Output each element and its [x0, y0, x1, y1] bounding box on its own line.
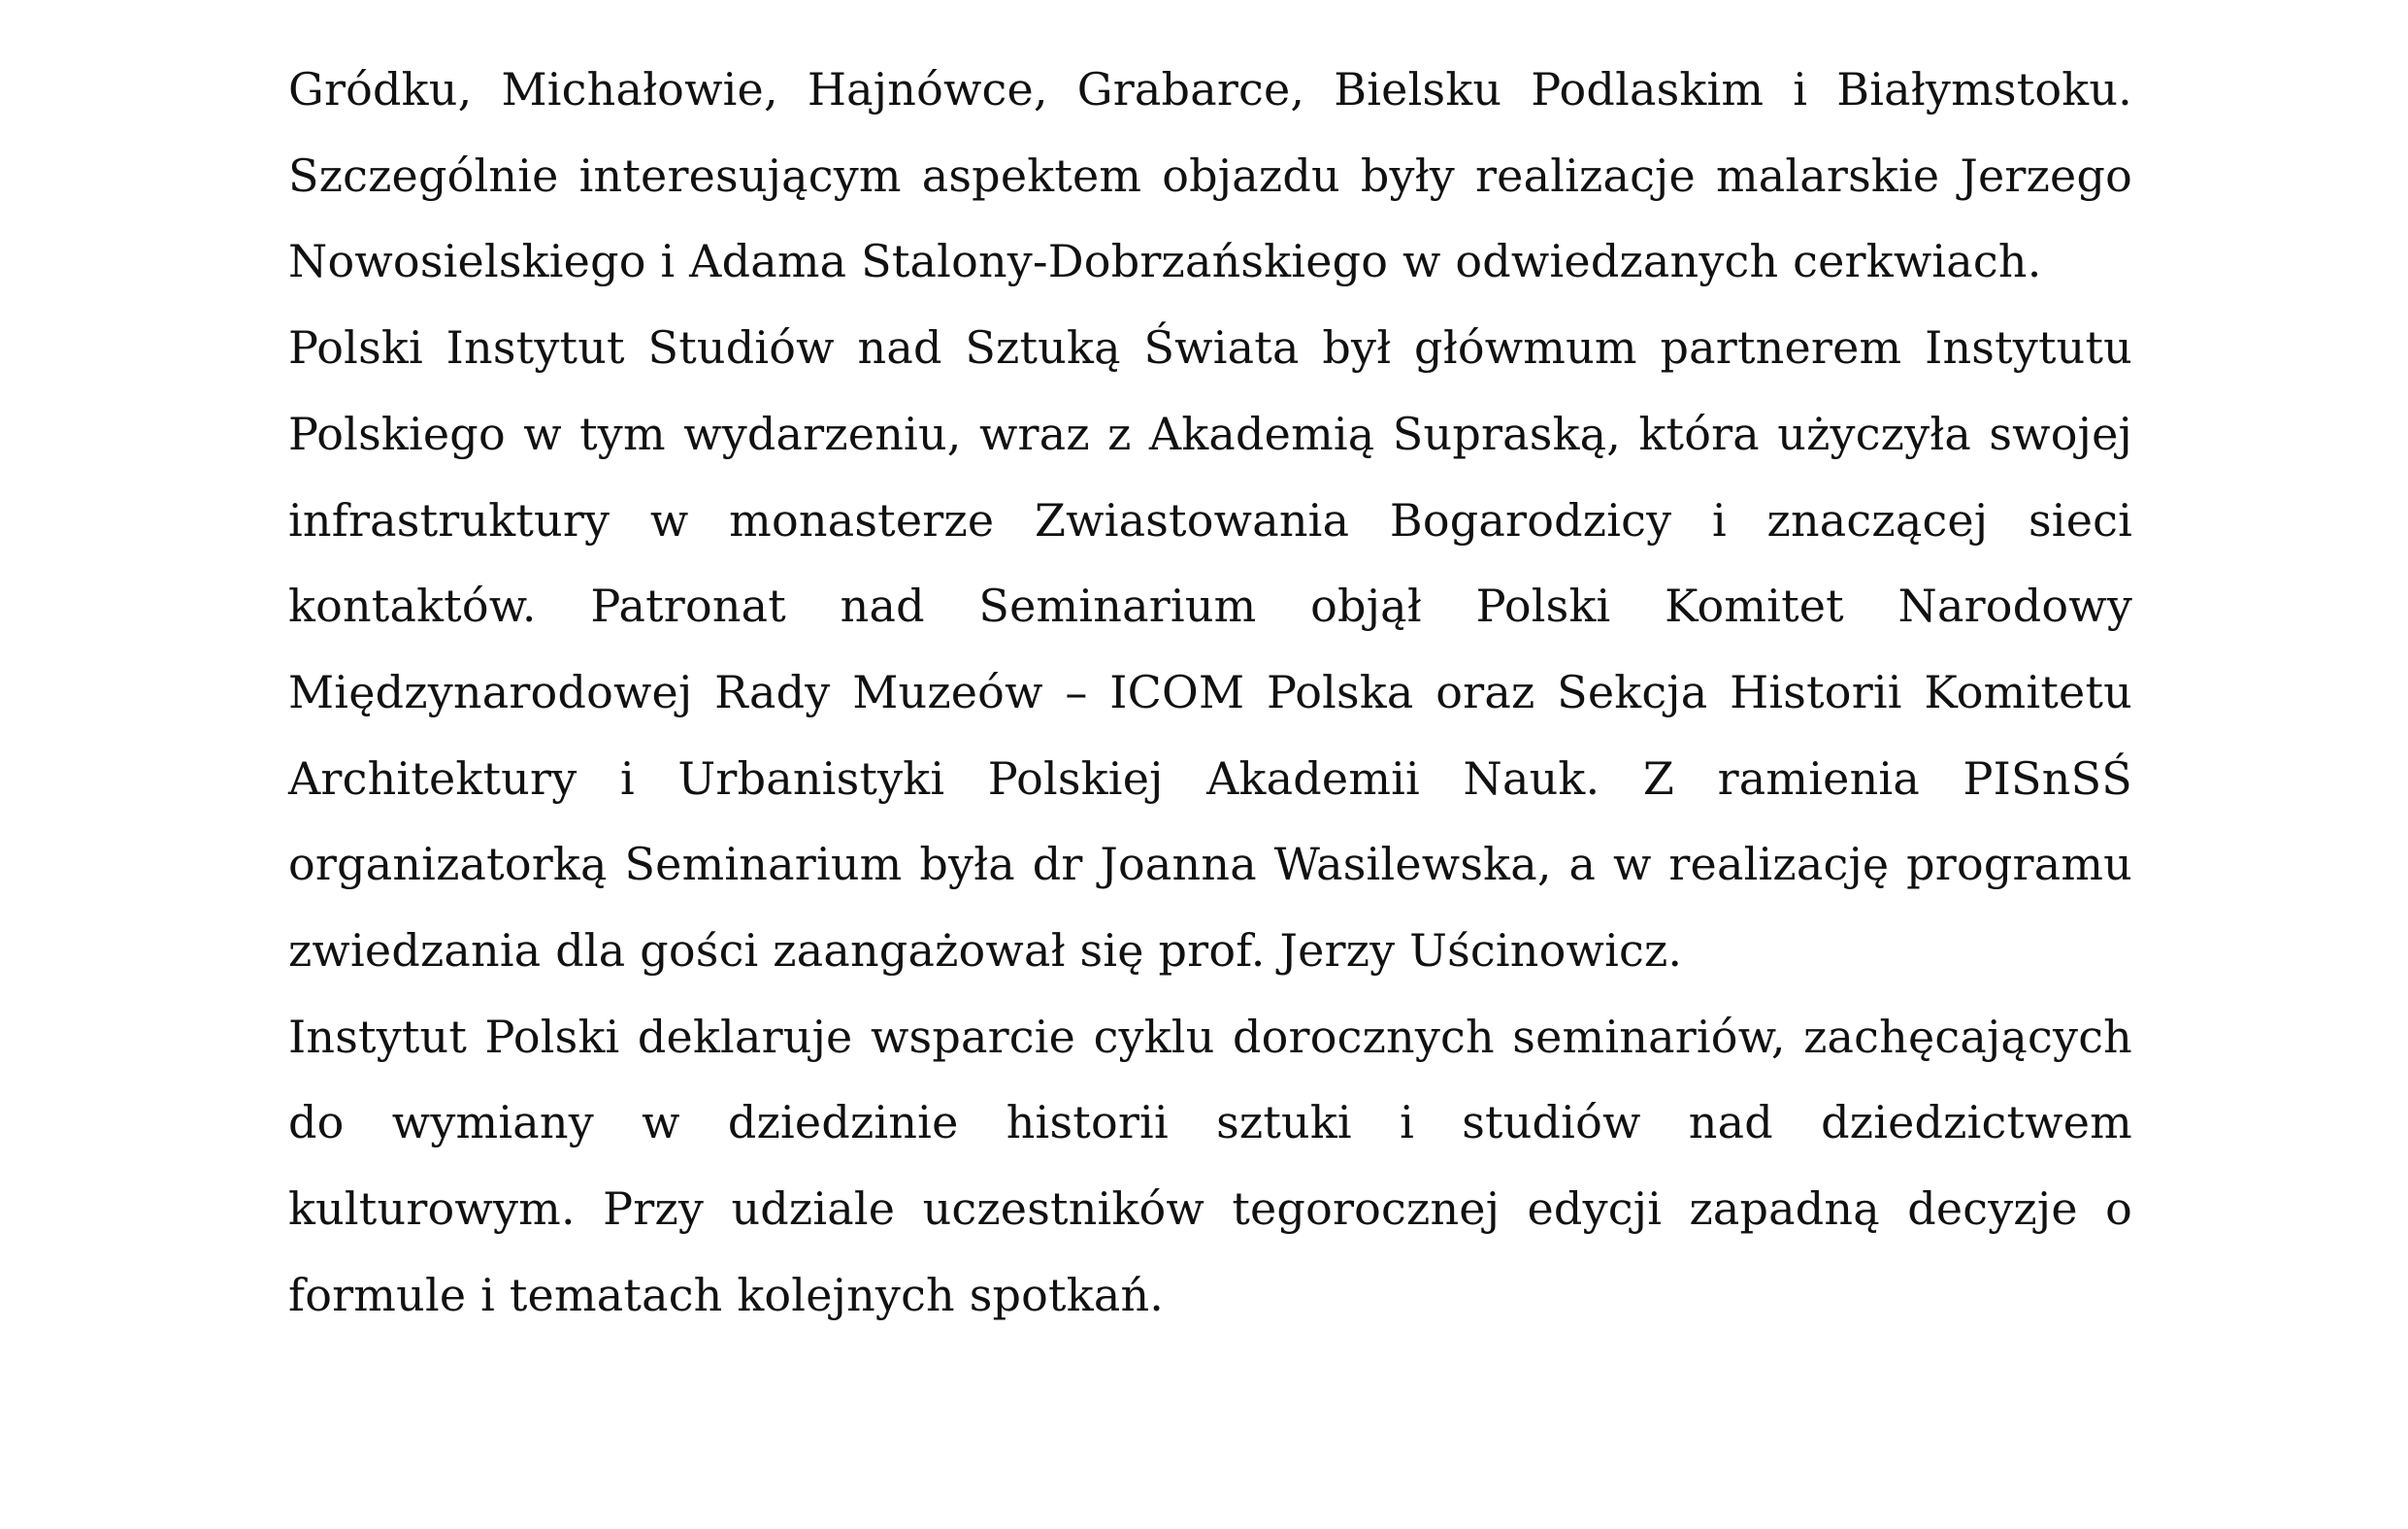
paragraph-tour-churches: Gródku, Michałowie, Hajnówce, Grabarce, Bielsku Podlaskim i Białymstoku. Szczególnie interesującym aspektem objazdu były realizacje malarskie Jerzego Nowosielskiego i Adama Stalony-Dobrzańskiego w odwiedzanych cerkwiach.	[288, 63, 2132, 288]
paragraph-future-seminars: Instytut Polski deklaruje wsparcie cyklu dorocznych seminariów, zachęcających do wymiany w dziedzinie historii sztuki i studiów nad dziedzictwem kulturowym. Przy udziale uczestników tegorocznej edycji zapadną decyzje o formule i tematach kolejnych spotkań.	[288, 1010, 2132, 1321]
paragraph-partners: Polski Instytut Studiów nad Sztuką Świata był główmum partnerem Instytutu Polskiego w tym wydarzeniu, wraz z Akademią Supraską, która użyczyła swojej infrastruktury w monasterze Zwiastowania Bogarodzicy i znaczącej sieci kontaktów. Patronat nad Seminarium objął Polski Komitet Narodowy Międzynarodowej Rady Muzeów – ICOM Polska oraz Sekcja Historii Komitetu Architektury i Urbanistyki Polskiej Akademii Nauk. Z ramienia PISnSŚ organizatorką Seminarium była dr Joanna Wasilewska, a w realizację programu zwiedzania dla gości zaangażował się prof. Jerzy Uścinowicz.	[288, 321, 2132, 978]
document-page	[288, 47, 2132, 1339]
